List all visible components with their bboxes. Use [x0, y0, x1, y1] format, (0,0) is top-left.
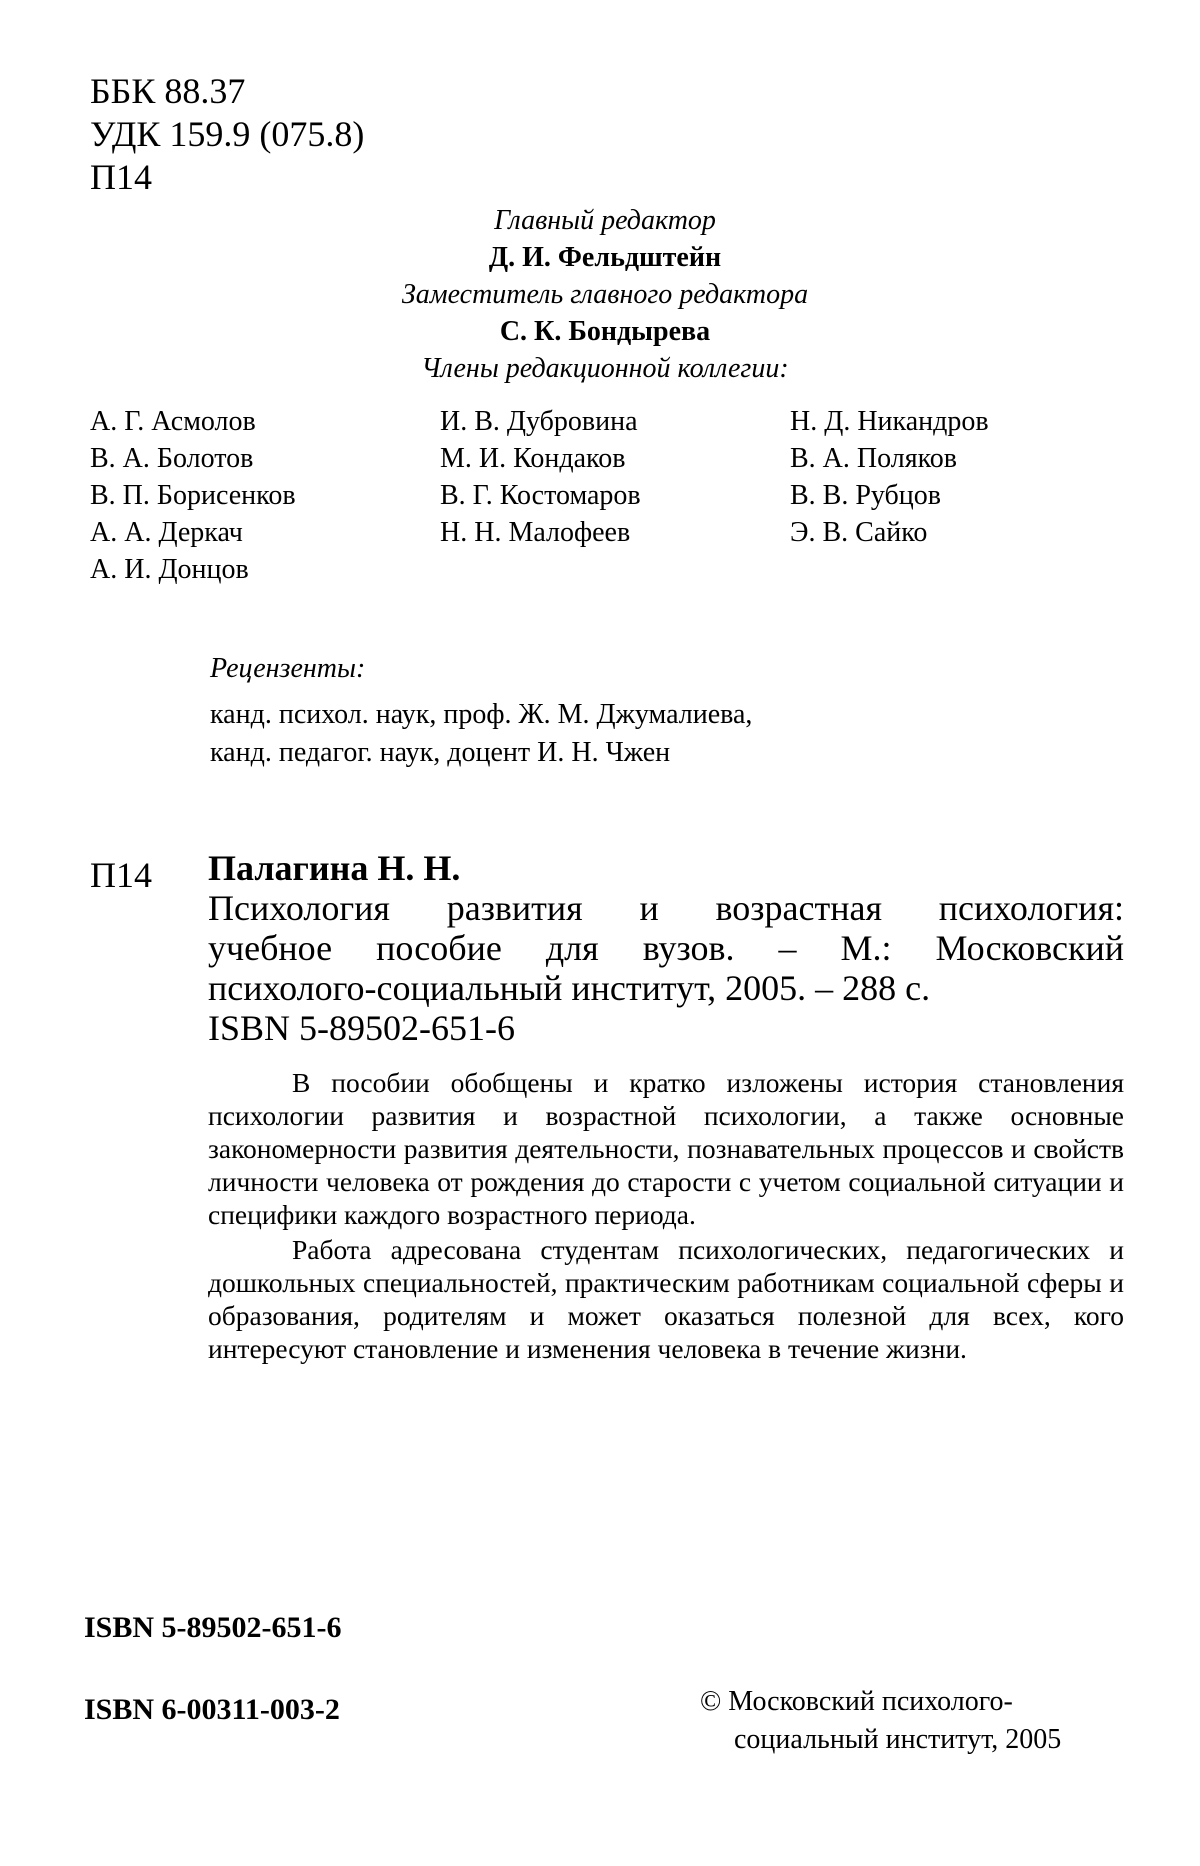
board-member: Н. Д. Никандров [790, 406, 989, 437]
board-member: В. П. Борисенков [90, 480, 296, 511]
board-member: В. А. Болотов [90, 443, 254, 474]
abstract-paragraph: Работа адресована студентам психологических, педагогических и дошкольных специальностей, практическим работникам социальной сферы и образования, родителям и может оказаться полезной для всех, кого интересуют становление и изменения человека в течение жизни. [208, 1234, 1124, 1364]
board-member: А. Г. Асмолов [90, 406, 256, 437]
entry-author: Палагина Н. Н. [208, 848, 461, 888]
copyright-notice [700, 1683, 1061, 1759]
reviewer-line: канд. психол. наук, проф. Ж. М. Джумалиева, [210, 699, 753, 730]
editorial-board [0, 202, 1200, 387]
chief-editor-name: Д. И. Фельдштейн [488, 242, 722, 273]
board-member: Э. В. Сайко [790, 517, 928, 548]
board-heading: Члены редакционной коллегии: [421, 353, 789, 384]
bibliographic-entry [208, 848, 1124, 1048]
entry-description [208, 888, 1124, 968]
board-member: В. А. Поляков [790, 443, 958, 474]
entry-description-last: психолого-социальный институт, 2005. – 288 с. [208, 968, 931, 1008]
deputy-editor-name: С. К. Бондырева [499, 316, 711, 347]
board-column-3 [790, 403, 1140, 588]
board-member: Н. Н. Малофеев [440, 517, 631, 548]
udk-code: УДК 159.9 (075.8) [90, 114, 365, 154]
abstract [208, 1066, 1124, 1365]
abstract-paragraph: В пособии обобщены и кратко изложены история становления психологии развития и возрастной психологии, а также основные закономерности развития деятельности, познавательных процессов и свойств личности человека от рождения до старости с учетом социальной ситуации и специфики каждого возрастного периода. [208, 1067, 1124, 1230]
classification-codes [90, 70, 364, 199]
board-member: В. Г. Костомаров [440, 480, 641, 511]
author-mark: П14 [90, 157, 152, 197]
reviewers-heading: Рецензенты: [210, 653, 366, 684]
entry-isbn: ISBN 5-89502-651-6 [208, 1008, 515, 1048]
board-member: А. А. Деркач [90, 517, 243, 548]
copyright-line: © Московский психолого- [700, 1686, 1013, 1717]
reviewers [210, 650, 752, 772]
deputy-editor-role: Заместитель главного редактора [401, 279, 809, 310]
footer-isbn-1: ISBN 5-89502-651-6 [84, 1611, 342, 1644]
board-members [90, 403, 1140, 588]
board-column-1 [90, 403, 440, 588]
entry-description-line: учебное пособие для вузов. – М.: Московский [208, 928, 1124, 968]
entry-description-line: Психология развития и возрастная психология: [208, 888, 1124, 928]
board-member: А. И. Донцов [90, 554, 249, 585]
board-member: И. В. Дубровина [440, 406, 638, 437]
entry-code: П14 [90, 855, 152, 895]
board-member: М. И. Кондаков [440, 443, 626, 474]
board-member: В. В. Рубцов [790, 480, 942, 511]
bbk-code: ББК 88.37 [90, 71, 246, 111]
board-column-2 [440, 403, 790, 588]
footer-isbn-2: ISBN 6-00311-003-2 [84, 1693, 340, 1726]
reviewer-line: канд. педагог. наук, доцент И. Н. Чжен [210, 737, 671, 768]
copyright-line: социальный институт, 2005 [734, 1724, 1062, 1755]
chief-editor-role: Главный редактор [494, 205, 716, 236]
